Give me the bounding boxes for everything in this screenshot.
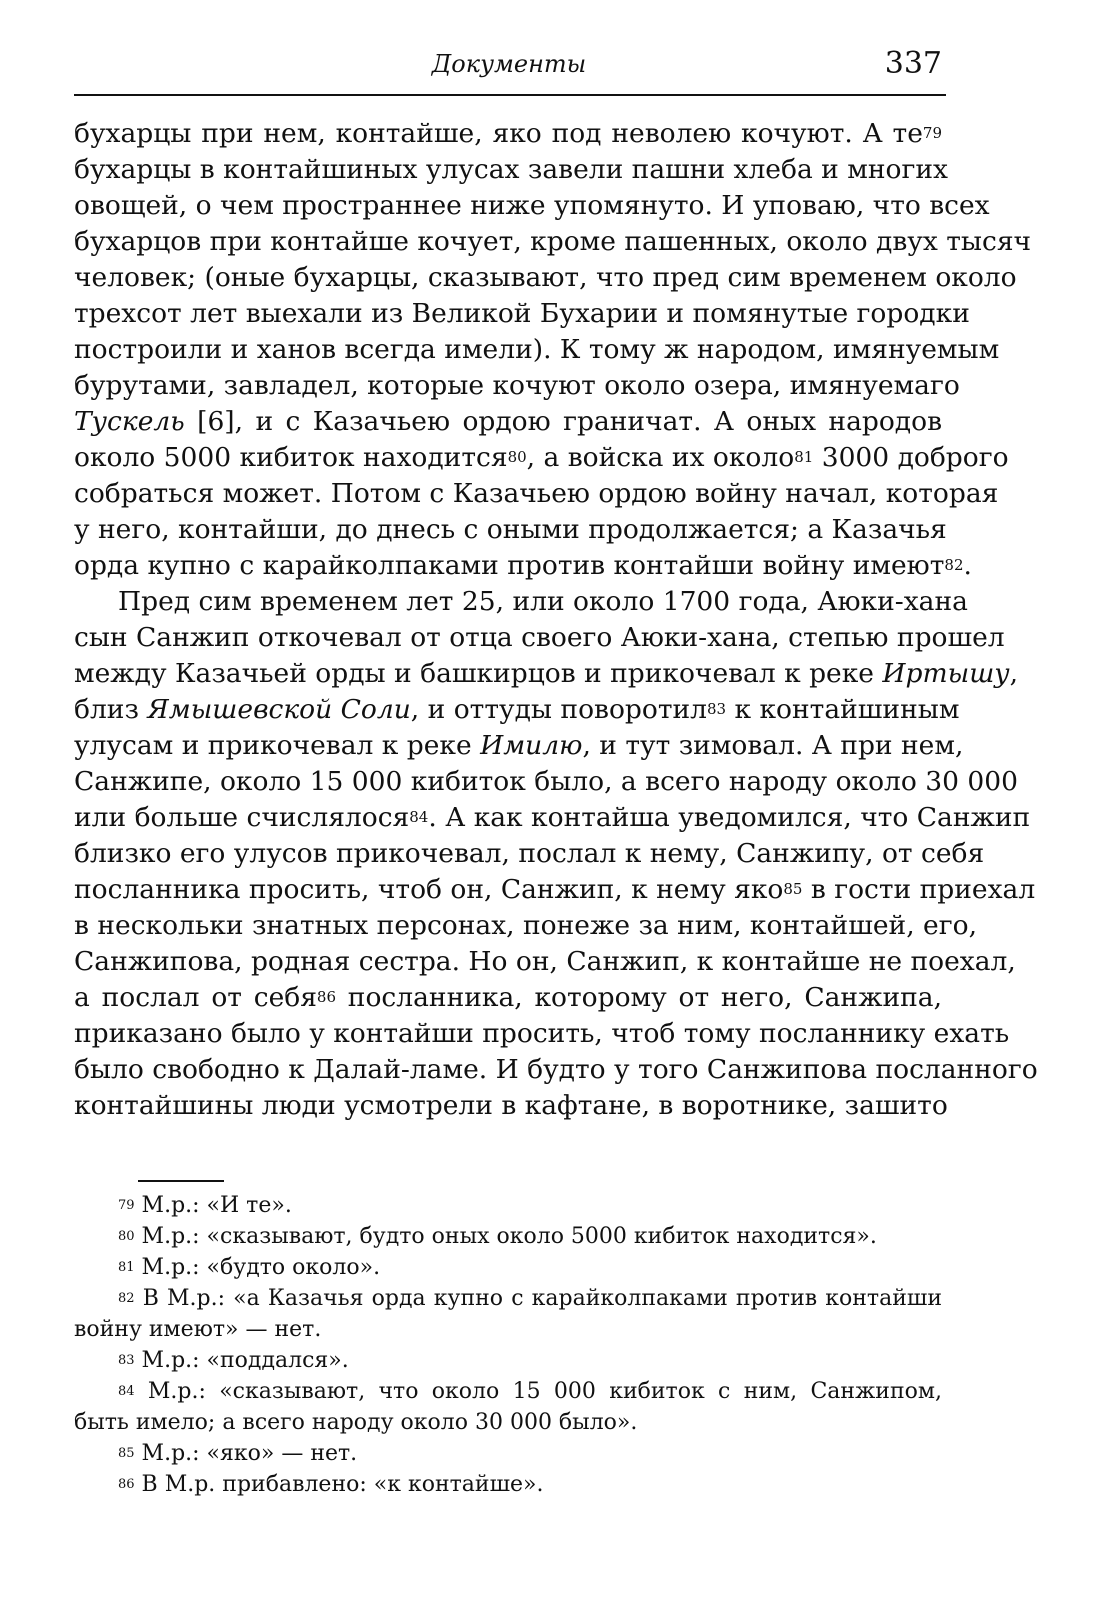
text-line (74, 800, 1031, 836)
footnote-number: 85 (118, 1446, 135, 1461)
text-run: а послал от себя (74, 982, 317, 1013)
footnote-text: В М.р.: «а Казачья орда купно с карайколпаками против контайши (142, 1286, 942, 1311)
footnote-line (74, 1376, 942, 1407)
text-run: к контайшиным (726, 694, 960, 725)
text-run: Санжипе, около 15 000 кибиток было, а всего народу около 30 000 (74, 766, 1018, 797)
text-line (74, 764, 1018, 800)
running-head-title: Документы (431, 50, 587, 78)
footnote-line (74, 1469, 942, 1500)
italic-term: Ямышевской Соли (147, 694, 411, 725)
footnote-text: М.р.: «будто около». (141, 1255, 381, 1280)
footnote-text: быть имело; а всего народу около 30 000 было». (74, 1410, 638, 1435)
text-run: собраться может. Потом с Казачьею ордою войну начал, которая (74, 478, 999, 509)
text-line (74, 584, 968, 620)
text-line (74, 332, 1000, 368)
text-run: Пред сим временем лет 25, или около 1700 года, Аюки-хана (118, 586, 968, 617)
footnote-number: 81 (118, 1260, 135, 1275)
text-line (74, 296, 970, 332)
page-number: 337 (884, 46, 942, 81)
text-line (74, 656, 1019, 692)
italic-term: Имилю (480, 730, 583, 761)
text-line (74, 548, 972, 584)
main-text (74, 116, 1038, 1124)
text-run: близ (74, 694, 148, 725)
text-run: бухарцы при нем, контайше, яко под неволею кочуют. А те (74, 118, 923, 149)
text-line (74, 1088, 948, 1124)
text-run: близко его улусов прикочевал, послал к нему, Санжипу, от себя (74, 838, 985, 869)
text-line (74, 116, 942, 152)
footnote-text: М.р.: «сказывают, будто оных около 5000 кибиток находится». (141, 1224, 877, 1249)
footnote-ref: 85 (783, 880, 803, 898)
text-run: бухарцы в контайшиных улусах завели пашни хлеба и многих (74, 154, 948, 185)
text-run: сын Санжип откочевал от отца своего Аюки-хана, степью прошел (74, 622, 1005, 653)
text-run: овощей, о чем пространнее ниже упомянуто. И уповаю, что всех (74, 190, 990, 221)
text-run: . (963, 550, 972, 581)
footnote-separator (138, 1180, 224, 1182)
text-line (74, 152, 948, 188)
text-run: , (1009, 658, 1019, 689)
text-run: [6], и с Казачьею ордою граничат. А оных народов (184, 406, 942, 437)
footnote-ref: 81 (794, 448, 814, 466)
italic-term: Иртышу (882, 658, 1010, 689)
text-line (74, 908, 977, 944)
footnote-ref: 83 (706, 700, 727, 718)
text-run: улусам и прикочевал к реке (74, 730, 481, 761)
text-run: в гости приехал (802, 874, 1036, 905)
text-run: орда купно с карайколпаками против контайши войну имеют (74, 550, 945, 581)
text-run: построили и ханов всегда имели). К тому ж народом, имянуемым (74, 334, 1000, 365)
text-line (74, 224, 1032, 260)
text-run: бухарцов при контайше кочует, кроме пашенных, около двух тысяч (74, 226, 1032, 257)
text-line (74, 728, 964, 764)
footnote-line (74, 1314, 942, 1345)
text-run: между Казачьей орды и башкирцов и прикочевал к реке (74, 658, 883, 689)
text-run: в нескольки знатных персонах, понеже за ним, контайшей, его, (74, 910, 977, 941)
text-run: , и оттуды поворотил (410, 694, 707, 725)
text-run: было свободно к Далай-ламе. И будто у того Санжипова посланного (74, 1054, 1038, 1085)
footnote-line (74, 1345, 942, 1376)
text-line (74, 944, 1016, 980)
footnote-number: 79 (118, 1198, 135, 1213)
text-line (74, 440, 1009, 476)
footnote-number: 83 (118, 1353, 135, 1368)
footnote-number: 80 (118, 1229, 135, 1244)
text-line (74, 512, 947, 548)
text-run: контайшины люди усмотрели в кафтане, в воротнике, зашито (74, 1090, 948, 1121)
footnote-number: 82 (118, 1291, 135, 1306)
text-line (74, 980, 942, 1016)
footnotes (74, 1190, 942, 1500)
text-run: приказано было у контайши просить, чтоб тому посланнику ехать (74, 1018, 1010, 1049)
text-line (74, 1016, 1010, 1052)
text-run: Санжипова, родная сестра. Но он, Санжип, к контайше не поехал, (74, 946, 1016, 977)
footnote-line (74, 1283, 942, 1314)
text-run: , а войска их около (526, 442, 795, 473)
text-run: трехсот лет выехали из Великой Бухарии и помянутые городки (74, 298, 970, 329)
footnote-line (74, 1221, 942, 1252)
text-line (74, 692, 960, 728)
text-line (74, 260, 1017, 296)
italic-term: Тускель (74, 406, 185, 437)
footnote-ref: 82 (944, 556, 964, 574)
text-line (74, 620, 1005, 656)
text-run: или больше счислялося (74, 802, 410, 833)
footnote-text: В М.р. прибавлено: «к контайше». (141, 1472, 544, 1497)
footnote-text: М.р.: «яко» — нет. (141, 1441, 358, 1466)
text-line (74, 368, 960, 404)
footnote-number: 84 (118, 1384, 135, 1399)
footnote-line (74, 1407, 942, 1438)
footnote-line (74, 1252, 942, 1283)
text-run: около 5000 кибиток находится (74, 442, 508, 473)
footnote-ref: 86 (316, 988, 337, 1006)
footnote-ref: 84 (409, 808, 429, 826)
text-line (74, 476, 999, 512)
text-run: 3000 доброго (813, 442, 1009, 473)
footnote-line (74, 1438, 942, 1469)
footnote-ref: 80 (507, 448, 527, 466)
text-line (74, 836, 985, 872)
text-run: у него, контайши, до днесь с оными продолжается; а Казачья (74, 514, 947, 545)
text-run: , и тут зимовал. А при нем, (582, 730, 964, 761)
text-line (74, 188, 990, 224)
footnote-text: М.р.: «И те». (141, 1193, 292, 1218)
footnote-number: 86 (118, 1477, 135, 1492)
text-line (74, 872, 1036, 908)
text-line (74, 404, 942, 440)
text-run: посланника просить, чтоб он, Санжип, к нему яко (74, 874, 784, 905)
header-rule (74, 94, 946, 96)
footnote-text: М.р.: «сказывают, что около 15 000 кибиток с ним, Санжипом, (147, 1379, 942, 1404)
text-run: человек; (оные бухарцы, сказывают, что пред сим временем около (74, 262, 1017, 293)
footnote-text: войну имеют» — нет. (74, 1317, 322, 1342)
footnote-ref: 79 (922, 124, 942, 142)
text-run: бурутами, завладел, которые кочуют около озера, имянуемаго (74, 370, 960, 401)
footnote-text: М.р.: «поддался». (141, 1348, 349, 1373)
running-head (74, 46, 944, 86)
text-line (74, 1052, 1038, 1088)
text-run: посланника, которому от него, Санжипа, (336, 982, 942, 1013)
footnote-line (74, 1190, 942, 1221)
text-run: . А как контайша уведомился, что Санжип (428, 802, 1031, 833)
